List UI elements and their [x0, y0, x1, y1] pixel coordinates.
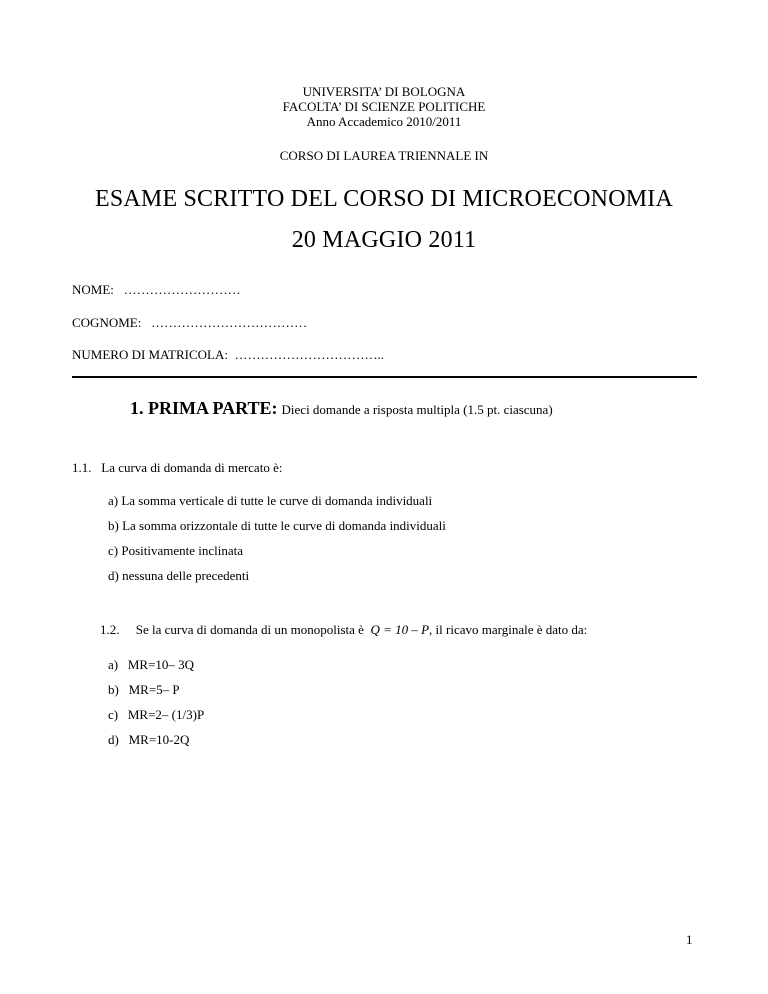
nome-label: NOME:: [72, 282, 114, 297]
option-letter: c): [108, 707, 119, 722]
faculty-name: FACOLTA’ DI SCIENZE POLITICHE: [282, 99, 486, 114]
option-b: b) La somma orizzontale di tutte le curve di domanda individuali: [108, 518, 446, 533]
matricola-label: NUMERO DI MATRICOLA:: [72, 347, 228, 362]
university-name: UNIVERSITA’ DI BOLOGNA: [302, 84, 466, 99]
course-degree: CORSO DI LAUREA TRIENNALE IN: [279, 148, 489, 163]
option-a: [108, 657, 194, 673]
option-text: MR=10– 3Q: [127, 657, 195, 672]
option-letter: d): [108, 732, 119, 747]
option-d: d) nessuna delle precedenti: [108, 568, 250, 583]
matricola-dots: ……………………………..: [234, 347, 384, 362]
cognome-label: COGNOME:: [72, 315, 142, 330]
question-number: 1.2.: [100, 622, 120, 637]
question-text-after: , il ricavo marginale è dato da:: [429, 622, 588, 637]
academic-year: Anno Accademico 2010/2011: [306, 114, 462, 129]
demand-formula: Q = 10 – P: [370, 622, 430, 637]
question-1-2: [100, 622, 587, 638]
nome-dots: ………………………: [123, 282, 241, 297]
nome-field: [72, 282, 241, 298]
question-1-1: [72, 460, 282, 476]
option-d: [108, 732, 189, 748]
question-text: La curva di domanda di mercato è:: [101, 460, 283, 475]
exam-date: 20 MAGGIO 2011: [291, 227, 477, 253]
option-b: [108, 682, 180, 698]
question-number: 1.1.: [72, 460, 92, 475]
option-c: c) Positivamente inclinata: [108, 543, 244, 558]
matricola-field: [72, 347, 384, 363]
exam-title: ESAME SCRITTO DEL CORSO DI MICROECONOMIA: [94, 186, 674, 212]
option-text: MR=10-2Q: [128, 732, 190, 747]
cognome-dots: ………………………………: [151, 315, 308, 330]
option-letter: b): [108, 682, 119, 697]
cognome-field: [72, 315, 307, 331]
page-number: 1: [686, 932, 693, 947]
option-letter: a): [108, 657, 119, 672]
question-text-before: Se la curva di domanda di un monopolista è: [135, 622, 368, 637]
option-c: [108, 707, 204, 723]
option-text: MR=5– P: [128, 682, 180, 697]
section-description: Dieci domande a risposta multipla (1.5 pt. ciascuna): [281, 402, 553, 417]
option-text: MR=2– (1/3)P: [127, 707, 205, 722]
section-heading: [130, 398, 553, 419]
option-a: a) La somma verticale di tutte le curve di domanda individuali: [108, 493, 433, 508]
section-title: 1. PRIMA PARTE:: [130, 398, 278, 418]
horizontal-rule: [72, 376, 697, 378]
